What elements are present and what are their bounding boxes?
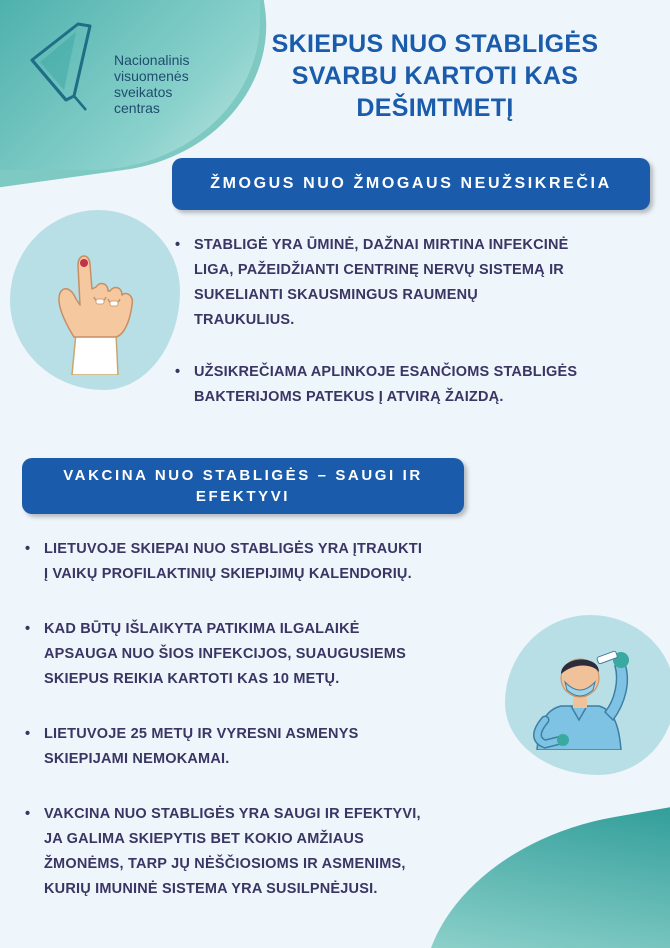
list-item — [22, 537, 502, 587]
section-1-banner: ŽMOGUS NUO ŽMOGAUS NEUŽSIKREČIA — [172, 158, 650, 210]
logo-line-1: Nacionalinis — [114, 52, 190, 68]
list-item — [22, 722, 502, 772]
bullet-line: ŽMONĖMS, TARP JŲ NĖŠČIOSIOMS IR ASMENIMS, — [44, 856, 406, 872]
bullet-line: Į VAIKŲ PROFILAKTINIŲ SKIEPIJIMŲ KALENDORIŲ. — [44, 566, 412, 582]
title-line-2: SVARBU KARTOTI KAS — [291, 62, 579, 90]
logo-text — [114, 52, 189, 116]
logo-line-4: centras — [114, 100, 160, 116]
section-1-bullets — [172, 233, 652, 437]
bullet-line: JA GALIMA SKIEPYTIS BET KOKIO AMŽIAUS — [44, 831, 364, 847]
bullet-line: SUKELIANTI SKAUSMINGUS RAUMENŲ — [194, 287, 478, 303]
bullet-line: • LIETUVOJE 25 METŲ IR VYRESNI ASMENYS — [44, 726, 359, 742]
section-2-bullets — [22, 537, 502, 932]
bullet-line: SKIEPUS REIKIA KARTOTI KAS 10 METŲ. — [44, 671, 340, 687]
logo-line-2: visuomenės — [114, 68, 189, 84]
bullet-line: APSAUGA NUO ŠIOS INFEKCIJOS, SUAUGUSIEMS — [44, 646, 406, 662]
bullet-line: SKIEPIJAMI NEMOKAMAI. — [44, 751, 230, 767]
bullet-line: • UŽSIKREČIAMA APLINKOJE ESANČIOMS STABLIGĖS — [194, 364, 578, 380]
list-item — [22, 802, 502, 902]
page-title — [230, 28, 640, 124]
nvsc-logo-icon — [18, 18, 98, 118]
injured-finger-hand-icon — [52, 225, 142, 375]
banner-line-1: VAKCINA NUO STABLIGĖS – SAUGI IR — [63, 467, 423, 484]
logo-line-3: sveikatos — [114, 84, 173, 100]
bullet-line: LIGA, PAŽEIDŽIANTI CENTRINĘ NERVŲ SISTEMĄ IR — [194, 262, 564, 278]
bullet-line: • VAKCINA NUO STABLIGĖS YRA SAUGI IR EFEKTYVI, — [44, 806, 421, 822]
bullet-line: BAKTERIJOMS PATEKUS Į ATVIRĄ ŽAIZDĄ. — [194, 389, 504, 405]
bullet-line: • STABLIGĖ YRA ŪMINĖ, DAŽNAI MIRTINA INFEKCINĖ — [194, 237, 569, 253]
list-item — [22, 617, 502, 692]
logo — [18, 18, 208, 118]
nurse-with-vaccine-icon — [515, 640, 645, 750]
title-line-1: SKIEPUS NUO STABLIGĖS — [271, 30, 599, 58]
bullet-line: • KAD BŪTŲ IŠLAIKYTA PATIKIMA ILGALAIKĖ — [44, 621, 360, 637]
bullet-line: KURIŲ IMUNINĖ SISTEMA YRA SUSILPNĖJUSI. — [44, 881, 378, 897]
banner-line-2: EFEKTYVI — [195, 488, 291, 505]
list-item — [172, 360, 652, 410]
bullet-line: • LIETUVOJE SKIEPAI NUO STABLIGĖS YRA ĮTRAUKTI — [44, 541, 423, 557]
list-item — [172, 233, 652, 333]
bullet-line: TRAUKULIUS. — [194, 312, 295, 328]
title-line-3: DEŠIMTMETĮ — [356, 94, 514, 122]
section-2-banner — [22, 458, 464, 514]
